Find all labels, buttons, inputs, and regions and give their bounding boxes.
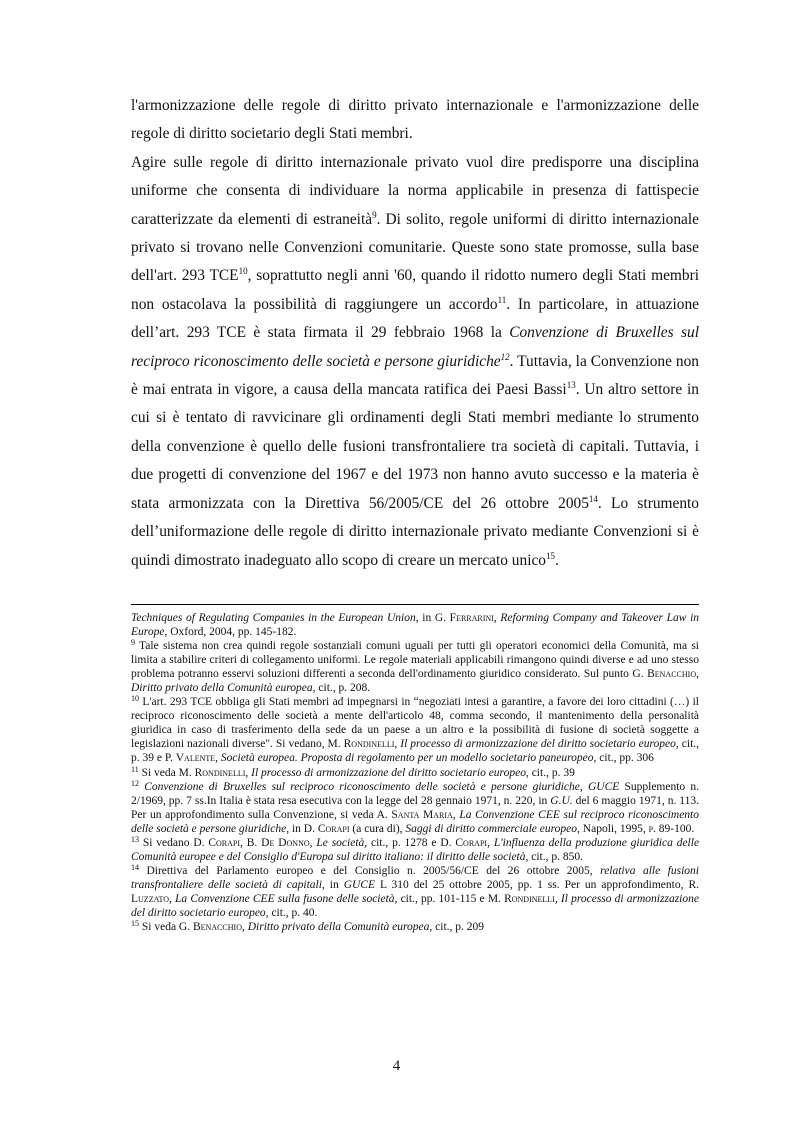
fn-text: , cit., p. 209 [429,921,485,934]
fn-author: Corapi [317,822,350,835]
footnote-14 [131,864,699,920]
fn-author: Rondinelli [504,892,555,905]
text-run: . Tuttavia, la Convenzione non è mai entrata in vigore, a causa della mancata ratifica dei Paesi Bassi [131,352,699,399]
footnote-number: 14 [131,862,139,872]
fn-author: De Donno [261,836,310,849]
fn-italic: Diritto privato della Comunità europea [131,682,313,695]
footnote-number: 11 [131,764,139,774]
footnote-continuation [131,611,699,639]
fn-author: Rondinelli [343,738,395,751]
fn-text: , [215,752,221,765]
footnote-ref-9[interactable]: 9 [372,209,377,220]
text-run: , soprattutto negli anni '60, quando il ridotto numero degli Stati membri non ostacolava la possibilità di raggiungere un accordo [131,267,699,313]
fn-author: Valente [175,752,216,765]
fn-text: L'art. 293 TCE obbliga gli Stati membri ad impegnarsi in “negoziati intesi a garantire, a favore dei loro cittadini (…) il reciproco riconoscimento delle società a mente dell'articolo 48, comma secondo, il mantenimento della personalità giuridica in caso di trasferimento della sede da un paese a un altro e la possibilità di fusione di società soggette a legislazioni nazionali diverse". Si vedano, M. [131,696,699,751]
fn-text: , [696,668,699,681]
footnote-separator [131,604,699,605]
fn-text: p [648,822,654,835]
fn-text: del 6 maggio 1971, n. 113. Per un approfondimento sulla Convenzione, si veda A. [131,794,699,821]
fn-italic: Il processo di armonizzazione del diritto societario europeo [251,766,526,779]
text-run: Agire sulle regole di diritto internazionale privato vuol dire predisporre una disciplina uniforme che consenta di individuare la norma applicabile in presenza di fattispecie caratterizzate da elementi di estraneità [131,153,699,228]
fn-italic: Techniques of Regulating Companies in the European Union [131,612,416,624]
fn-text: , cit., pp. 306 [593,752,654,765]
footnote-15 [131,920,699,934]
footnote-ref-12-num: 12 [500,351,510,362]
footnote-11 [131,766,699,780]
fn-italic: Società europea. Proposta di regolamento per un modello societario paneuropeo [220,752,594,765]
fn-italic: La Convenzione CEE sul reciproco riconoscimento delle società e persone giuridiche [131,808,700,835]
footnote-number: 10 [131,694,139,704]
fn-text: Si veda G. [139,921,193,934]
fn-italic: Saggi di diritto commerciale europeo [405,822,578,835]
fn-author: Corapi [208,836,241,849]
fn-text: , cit., p. 40. [265,906,318,919]
fn-text: , in [321,878,344,891]
fn-text: , Oxford, 2004, pp. 145-182. [164,626,297,639]
fn-text: . 89-100. [653,822,695,835]
text-run: . Di solito, regole uniformi di diritto internazionale privato si trovano nelle Convenzioni comunitarie. Queste sono state promosse, sulla base dell'art. 293 TCE [131,210,699,285]
fn-text: , cit., p. 1278 e D. [364,836,456,849]
footnote-ref-14[interactable]: 14 [588,493,598,504]
footnote-ref-15[interactable]: 15 [546,550,555,561]
page-number: 4 [392,1058,401,1074]
fn-italic: relativa alle fusioni transfrontaliere delle società di capitali [131,864,699,891]
footnote-ref-12[interactable] [501,352,510,362]
fn-author: Corapi [455,836,488,849]
fn-italic: Convenzione di Bruxelles sul reciproco riconoscimento delle società e persone giuridiche, GUCE [144,780,620,793]
fn-text: , in G. [415,612,450,624]
text-run: . Lo strumento dell’uniformazione delle regole di diritto internazionale privato mediante Convenzioni si è quindi dimostrato inadeguato allo scopo di creare un mercato unico [131,494,699,569]
footnote-9 [131,639,699,695]
fn-text: , cit., pp. 101-115 e M. [394,892,505,905]
fn-text: , [493,612,501,624]
fn-text: , [554,892,561,905]
fn-italic: Il processo di armonizzazione del diritto societario europeo [131,892,699,919]
fn-text: , [394,738,401,751]
fn-italic: Il processo di armonizzazione del diritto societario europeo [400,738,676,751]
footnote-ref-13[interactable]: 13 [566,380,576,391]
fn-author: Rondinelli [194,766,246,779]
fn-text: , [309,836,317,849]
fn-text: Direttiva del Parlamento europeo e del Consiglio n. 2005/56/CE del 26 ottobre 2005, [139,864,601,877]
fn-text: , [487,836,494,849]
text-run: . Un altro settore in cui si è tentato di ravvicinare gli ordinamenti degli Stati membri mediante lo strumento della convenzione è quello delle fusioni transfrontaliere tra società di capitali. Tuttavia, i due progetti di convenzione del 1967 e del 1973 non hanno avuto successo e la materia è stata armonizzata con la Direttiva 56/2005/CE del 26 ottobre 2005 [131,381,700,512]
footnote-number: 9 [131,638,135,648]
text-run: . In particolare, in attuazione dell’art. 293 TCE è stata firmata il 29 febbraio 1968 la [131,295,699,342]
footnote-ref-10[interactable]: 10 [238,266,248,277]
footnote-13 [131,836,699,864]
fn-italic: L'influenza della produzione giuridica delle Comunità europee e del Consiglio d'Europa sul diritto italiano: il diritto delle società [131,836,700,863]
fn-text: , [242,921,248,934]
fn-italic: Le società [316,836,365,849]
main-text [131,92,699,575]
paragraph-1: l'armonizzazione delle regole di diritto privato internazionale e l'armonizzazione delle regole di diritto societario degli Stati membri. [131,97,699,143]
footnote-number: 12 [131,778,139,788]
paragraph-2 [131,149,699,575]
fn-text: (a cura di), [349,822,406,835]
fn-text: Tale sistema non crea quindi regole sostanziali comuni uguali per tutti gli operatori economici della Comunità, ma si limita a stabilire criteri di collegamento uniformi. Le regole materiali applicabili rimangono quindi diverse e ad uno stesso problema potranno esservi soluzioni differenti a seconda dell'ordinamento giuridico considerato. Sul punto G. [131,640,699,681]
fn-text: , [452,808,460,821]
convention-title: Convenzione di Bruxelles sul reciproco riconoscimento delle società e persone giuridiche [131,324,699,370]
fn-author: Benacchio [647,668,697,681]
footnote-number: 13 [131,834,139,844]
fn-text: Supplemento n. 2/1969, pp. 7 ss.In Italia è stata resa esecutiva con la legge del 28 gennaio 1971, n. 220, in [131,780,699,807]
footnote-12 [131,780,699,836]
fn-text: , cit., p. 850. [525,850,583,863]
fn-italic: GUCE [343,878,375,891]
fn-text: , in D. [286,822,318,835]
fn-author: Luzzato [131,892,169,905]
fn-italic: Diritto privato della Comunità europea [247,921,430,934]
fn-italic: G.U. [550,794,573,807]
fn-author: Benacchio [192,921,242,934]
footnote-10 [131,695,699,765]
fn-text: L 310 del 25 ottobre 2005, pp. 1 ss. Per un approfondimento, R. [375,878,699,891]
fn-text: , cit., p. 208. [312,682,371,695]
fn-text: , cit., p. 39 [525,766,575,779]
fn-text: Si veda M. [138,766,195,779]
fn-text: , B. [240,836,262,849]
fn-text: , cit., p. 39 e P. [131,738,700,765]
fn-text: , [169,892,176,905]
text-run: . [555,551,559,569]
fn-italic: Reforming Company and Takeover Law in Europe [131,612,700,639]
fn-italic: La Convenzione CEE sulla fusone delle società [175,892,395,905]
footnote-ref-11[interactable]: 11 [497,294,507,305]
footnotes [131,611,699,934]
fn-author: Ferrarini [449,612,494,624]
fn-text: , [245,766,252,779]
fn-text: Si vedano D. [139,836,209,849]
footnote-number: 15 [131,919,139,929]
fn-author: Santa Maria [391,808,453,821]
fn-text: , Napoli, 1995, [577,822,649,835]
